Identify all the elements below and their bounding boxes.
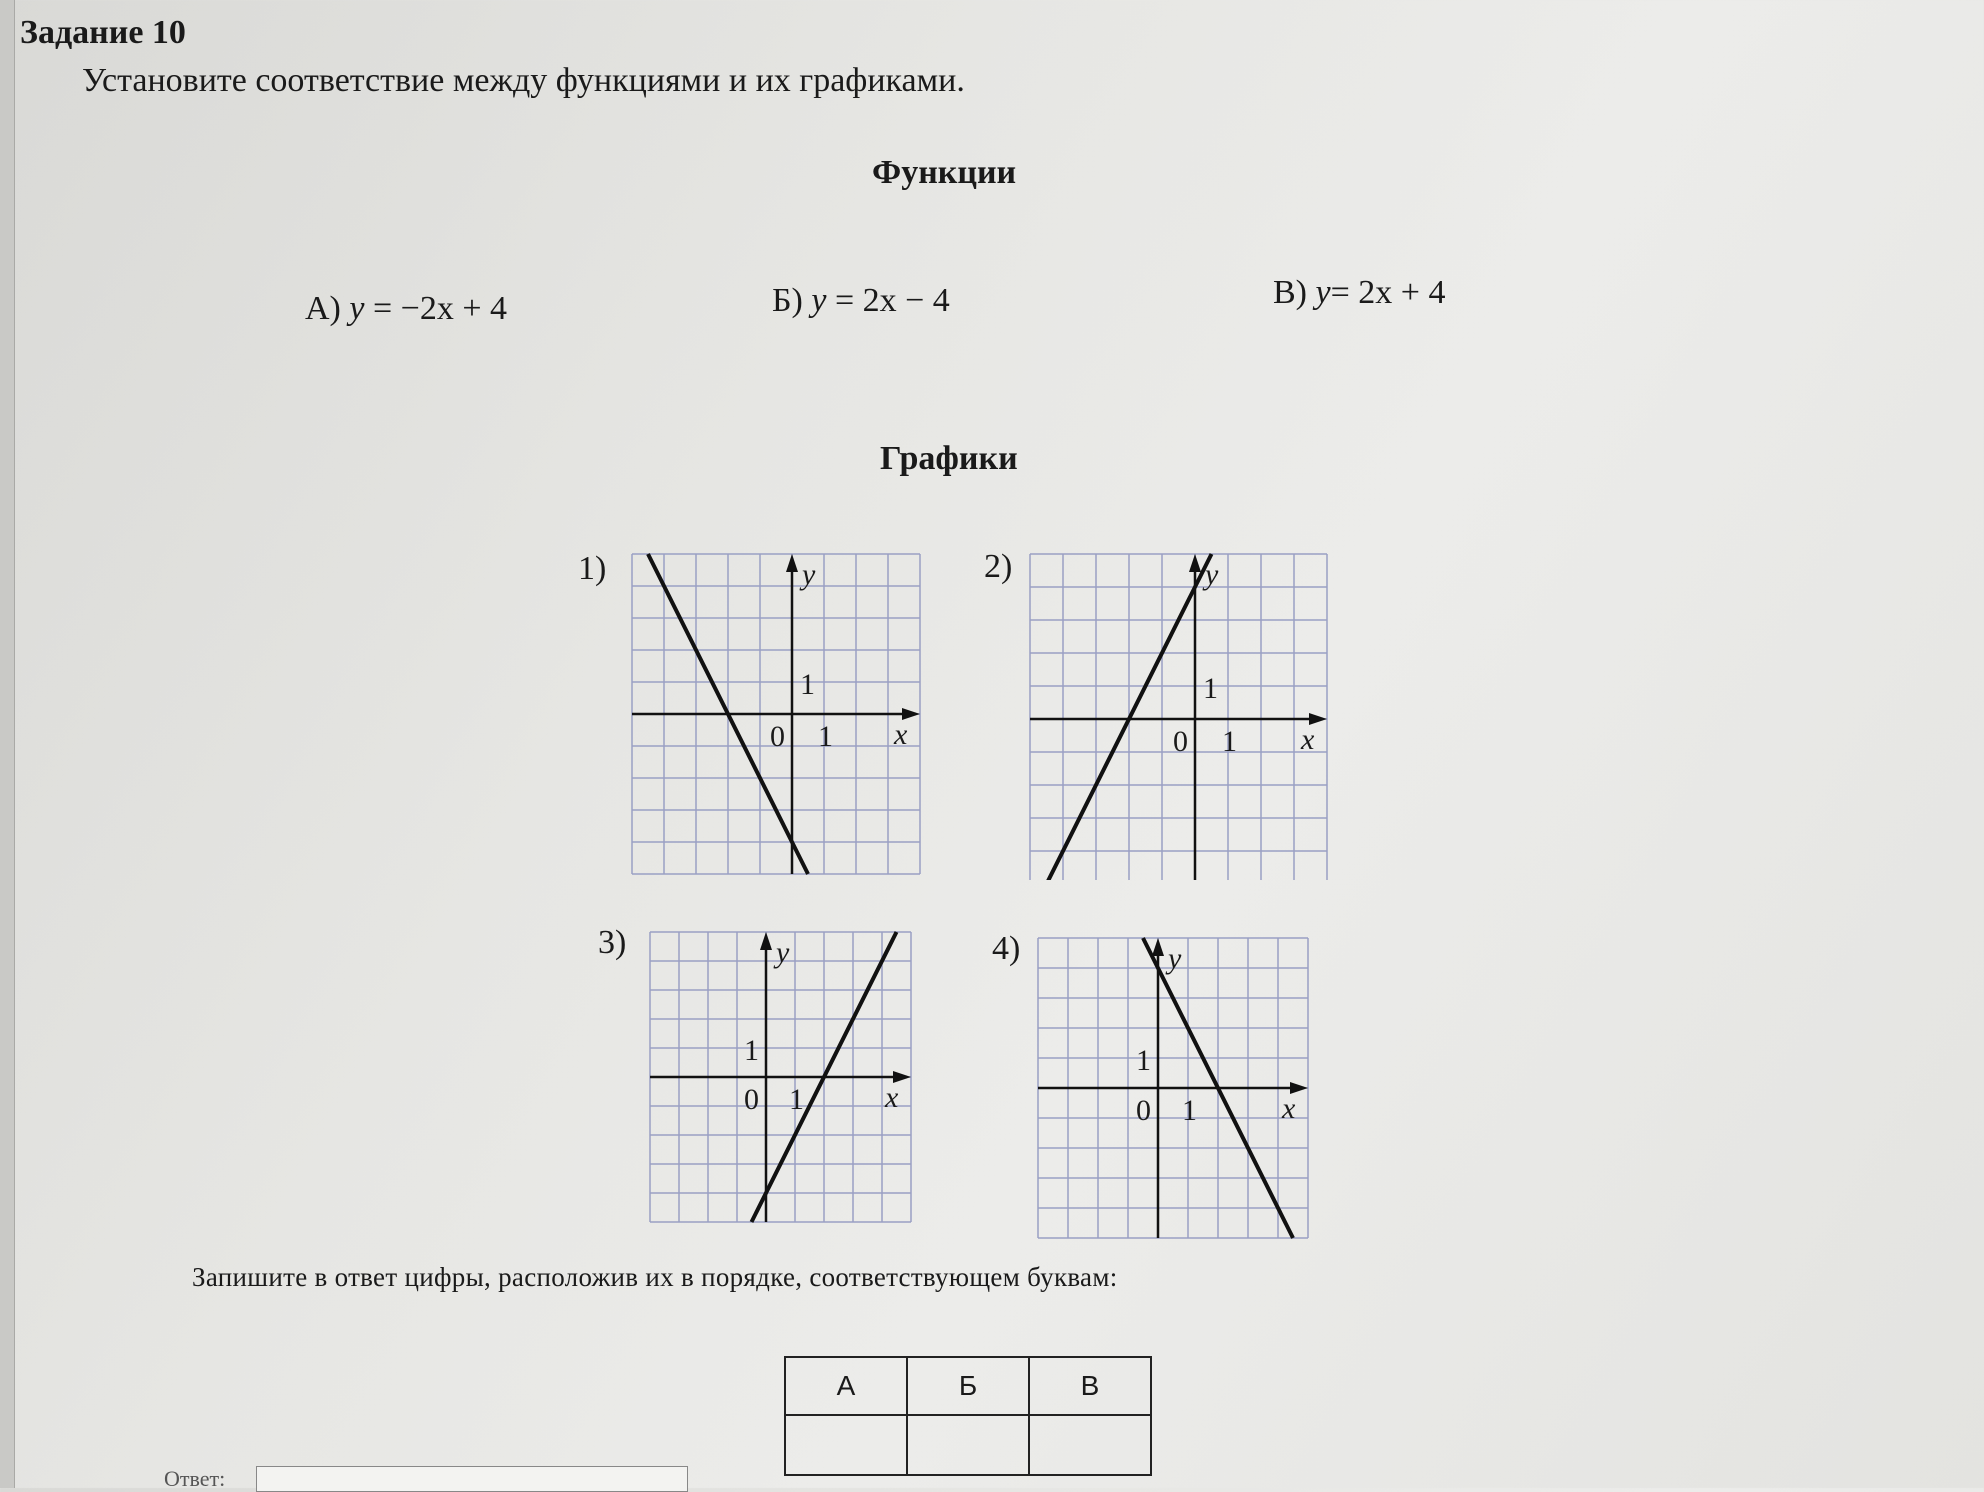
graph-4-label: 4) [992,930,1021,967]
function-v-rhs: = 2x + 4 [1330,274,1446,311]
function-v-letter: В) [1273,274,1307,311]
function-b-letter: Б) [772,282,803,319]
answer-label: Ответ: [164,1466,226,1491]
answer-table-header-row [785,1357,1151,1415]
function-b-rhs: = 2x − 4 [826,282,950,319]
answer-column-a: А [785,1357,907,1415]
function-a-rhs: = −2x + 4 [364,290,508,327]
graph-1 [628,550,924,876]
y-unit-label: 1 [744,1034,759,1067]
answer-table [784,1356,1152,1476]
answer-column-b: Б [907,1357,1029,1415]
function-a-letter: А) [305,290,341,327]
answer-instruction: Запишите в ответ цифры, расположив их в порядке, соответствующем буквам: [192,1262,1118,1292]
window-left-edge [0,0,15,1488]
x-axis-label: x [1282,1092,1296,1125]
answer-cell-b[interactable] [907,1415,1029,1475]
x-axis-label: x [885,1081,899,1114]
task-title: Задание 10 [20,14,186,51]
answer-column-v: В [1029,1357,1151,1415]
function-a [305,290,507,328]
graph-2 [1026,550,1336,880]
y-axis-label: y [802,558,816,591]
y-unit-label: 1 [800,668,815,701]
answer-input[interactable] [256,1466,688,1492]
answer-cell-a[interactable] [785,1415,907,1475]
graph-2-label: 2) [984,548,1013,585]
y-axis-arrow [1152,938,1164,956]
answer-table-input-row [785,1415,1151,1475]
graph-3 [646,928,926,1228]
x-unit-label: 1 [1222,725,1237,758]
x-unit-label: 1 [1182,1094,1197,1127]
function-v [1273,274,1445,312]
y-unit-label: 1 [1203,672,1218,705]
x-axis-label: x [894,718,908,751]
task-instruction: Установите соответствие между функциями и их графиками. [82,62,965,99]
origin-label: 0 [1136,1094,1151,1127]
y-axis-label: y [1168,942,1182,975]
function-b [772,282,950,320]
origin-label: 0 [770,720,785,753]
graphs-heading: Графики [880,440,1018,477]
y-axis-arrow [786,554,798,572]
graph-1-label: 1) [578,550,607,587]
x-unit-label: 1 [789,1083,804,1116]
y-axis-arrow [760,932,772,950]
function-b-lhs: y [811,282,827,319]
functions-heading: Функции [872,154,1017,191]
y-axis-arrow [1189,554,1201,572]
y-axis-label: y [776,936,790,969]
x-axis-label: x [1301,723,1315,756]
origin-label: 0 [1173,725,1188,758]
origin-label: 0 [744,1083,759,1116]
y-axis-label: y [1205,558,1219,591]
y-unit-label: 1 [1136,1044,1151,1077]
graph-4 [1034,934,1326,1240]
function-v-lhs: y [1315,274,1331,311]
graph-3-label: 3) [598,924,627,961]
answer-cell-v[interactable] [1029,1415,1151,1475]
x-unit-label: 1 [818,720,833,753]
function-a-lhs: y [349,290,365,327]
